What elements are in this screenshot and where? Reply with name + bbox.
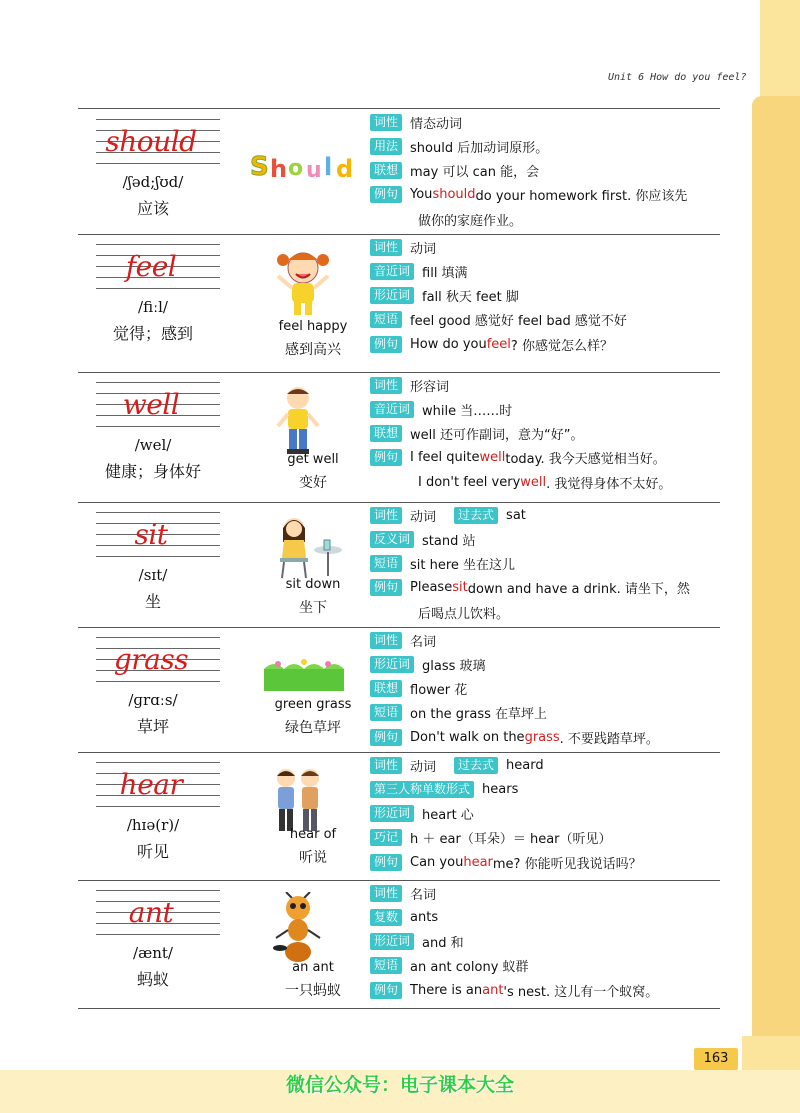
example-text: How do you (410, 336, 487, 352)
note-tag: 词性 (370, 239, 402, 256)
vocab-word: sit (134, 518, 168, 551)
svg-text:l: l (324, 153, 333, 181)
example-text: I feel quite (410, 450, 480, 466)
note-row (370, 528, 475, 550)
ruling-line (96, 890, 220, 891)
note-text: 形容词 (410, 379, 450, 395)
note-text: ants (410, 909, 439, 925)
note-tag: 词性 (370, 757, 402, 774)
note-tag: 第三人称单数形式 (370, 781, 474, 798)
chinese-meaning: 觉得；感到 (112, 324, 193, 343)
note-row (370, 754, 544, 776)
note-row (370, 285, 519, 307)
watermark: 微信公众号：电子课本大全 (285, 1074, 514, 1096)
note-row (370, 726, 659, 748)
vocab-entry-hear (78, 752, 720, 881)
note-tag: 短语 (370, 704, 402, 721)
note-text: 名词 (410, 634, 437, 650)
chinese-meaning: 听见 (136, 842, 169, 861)
note-text: while 当……时 (422, 403, 513, 419)
picture-caption-en: get well (287, 452, 339, 467)
svg-text:h: h (270, 155, 288, 183)
note-tag: 反义词 (370, 531, 414, 548)
note-text: may 可以 can 能，会 (410, 165, 540, 181)
note-text: 动词 (410, 241, 437, 257)
note-row (370, 955, 529, 977)
example-text: I don't feel very (418, 474, 521, 490)
picture-caption-en: feel happy (278, 319, 348, 334)
note-tag: 复数 (370, 909, 402, 926)
note-row (370, 601, 509, 623)
note-row (370, 447, 666, 469)
ruling-line (96, 163, 220, 164)
note-row (370, 423, 583, 445)
note-tag: 词性 (370, 885, 402, 902)
note-text: fall 秋天 feet 脚 (422, 290, 519, 306)
note-text: 名词 (410, 887, 437, 903)
example-text: today. 我今天感觉相当好。 (505, 452, 666, 468)
note-row (370, 236, 436, 258)
ruling-line (96, 556, 220, 557)
note-row (370, 577, 690, 599)
note-tag: 形近词 (370, 805, 414, 822)
note-row (370, 333, 613, 355)
phonetic: /wel/ (134, 436, 172, 454)
note-row (370, 471, 671, 493)
example-text: down and have a drink. 请坐下，然 (467, 582, 690, 598)
ruling-line (96, 426, 220, 427)
writing-lines (96, 512, 220, 558)
highlighted-word: should (432, 187, 476, 203)
note-text: glass 玻璃 (422, 658, 486, 674)
highlighted-word: feel (486, 336, 511, 352)
picture-caption-zh: 变好 (299, 475, 327, 491)
note-tag: 形近词 (370, 933, 414, 950)
highlighted-word: hear (463, 854, 493, 870)
note-text: 做你的家庭作业。 (418, 213, 523, 229)
note-tag: 联想 (370, 425, 402, 442)
picture-caption-en: sit down (285, 577, 341, 592)
writing-lines (96, 637, 220, 683)
note-row (370, 803, 474, 825)
note-row (370, 374, 449, 396)
note-text: heart 心 (422, 808, 474, 824)
highlighted-word: ant (482, 982, 504, 998)
colorful-letters-should-icon (248, 145, 368, 185)
girl-sitting-icon (268, 514, 348, 582)
ruling-line (96, 382, 220, 383)
svg-text:o: o (288, 156, 304, 181)
ruling-line (96, 244, 220, 245)
note-text: well 还可作副词，意为“好”。 (410, 428, 584, 444)
note-row (370, 678, 467, 700)
note-text: stand 站 (422, 533, 476, 549)
vocab-word: well (122, 388, 180, 421)
note-text: 情态动词 (410, 116, 463, 132)
note-text: sit here 坐在这儿 (410, 558, 516, 574)
note-row (370, 979, 658, 1001)
cartoon-ant-icon (268, 892, 328, 964)
note-tag: 例句 (370, 579, 402, 596)
note-tag: 词性 (370, 632, 402, 649)
phonetic: /ænt/ (133, 944, 173, 962)
note-tag: 例句 (370, 854, 402, 871)
note-text: should 后加动词原形。 (410, 140, 549, 156)
note-tag: 用法 (370, 138, 402, 155)
note-text: h ＋ ear（耳朵）＝ hear（听见） (410, 832, 612, 848)
vocab-entry-should (78, 109, 720, 235)
chinese-meaning: 坐 (144, 592, 161, 611)
picture-caption-zh: 坐下 (299, 600, 327, 616)
ruling-line (96, 637, 220, 638)
vocab-entry-well (78, 372, 720, 503)
phonetic: /ʃəd;ʃʊd/ (122, 173, 184, 191)
note-row (370, 309, 627, 331)
note-row (370, 260, 468, 282)
healthy-boy-icon (268, 384, 328, 456)
phonetic: /fiːl/ (138, 298, 168, 316)
page-number: 163 (694, 1048, 738, 1070)
note-row (370, 504, 526, 526)
vocab-word: should (105, 125, 197, 158)
example-text: 's nest. 这儿有一个蚁窝。 (503, 984, 659, 1000)
note-row (370, 931, 464, 953)
note-row (370, 882, 436, 904)
svg-text:u: u (306, 158, 322, 183)
note-text: 动词 (410, 759, 437, 775)
note-row (370, 135, 548, 157)
vocab-entry-ant (78, 880, 720, 1009)
note-tag: 例句 (370, 729, 402, 746)
note-row (370, 851, 642, 873)
picture-caption-en: green grass (274, 697, 352, 712)
note-tag: 例句 (370, 449, 402, 466)
writing-lines (96, 119, 220, 165)
example-text: . 我觉得身体不太好。 (546, 476, 672, 492)
note-tag: 例句 (370, 336, 402, 353)
phonetic: /hɪə(r)/ (126, 816, 180, 834)
example-text: There is an (410, 982, 483, 998)
note-text: fill 填满 (422, 265, 468, 281)
note-row (370, 553, 515, 575)
picture-caption-en: an ant (292, 960, 334, 975)
note-tag: 词性 (370, 114, 402, 131)
ruling-line (96, 934, 220, 935)
ruling-line (96, 681, 220, 682)
vocab-word: feel (125, 250, 177, 283)
highlighted-word: grass (524, 729, 560, 745)
picture-caption-zh: 绿色草坪 (285, 720, 341, 736)
highlighted-word: sit (452, 580, 468, 596)
note-row (370, 111, 462, 133)
vocab-entry-grass (78, 627, 720, 753)
svg-text:d: d (336, 155, 354, 183)
note-tag: 过去式 (454, 507, 498, 524)
page-edge-decoration (752, 96, 800, 1113)
phonetic: /ɡrɑːs/ (128, 691, 178, 709)
chinese-meaning: 应该 (136, 199, 169, 218)
note-tag: 例句 (370, 982, 402, 999)
note-row (370, 906, 438, 928)
note-text: 后喝点儿饮料。 (418, 606, 510, 622)
example-text: me? 你能听见我说话吗？ (492, 856, 642, 872)
example-text: ? 你感觉怎么样？ (510, 338, 613, 354)
picture-caption-zh: 一只蚂蚁 (285, 983, 341, 999)
note-tag: 过去式 (454, 757, 498, 774)
chinese-meaning: 草坪 (136, 717, 169, 736)
note-row (370, 827, 612, 849)
svg-text:S: S (250, 152, 269, 182)
note-text: flower 花 (410, 683, 468, 699)
vocab-word: grass (113, 643, 189, 676)
two-boys-talking-icon (268, 766, 328, 836)
writing-lines (96, 382, 220, 428)
picture-caption-en: hear of (289, 827, 337, 842)
note-tag: 短语 (370, 555, 402, 572)
note-text: heard (506, 757, 544, 773)
example-text: Can you (410, 854, 464, 870)
example-text: You (410, 187, 433, 203)
note-tag: 词性 (370, 507, 402, 524)
note-row (370, 208, 522, 230)
note-text: an ant colony 蚁群 (410, 960, 529, 976)
highlighted-word: well (479, 450, 506, 466)
ruling-line (96, 288, 220, 289)
note-row (370, 160, 539, 182)
note-tag: 音近词 (370, 263, 414, 280)
ruling-line (96, 119, 220, 120)
note-tag: 短语 (370, 311, 402, 328)
writing-lines (96, 762, 220, 808)
example-text: Please (410, 580, 453, 596)
note-tag: 词性 (370, 377, 402, 394)
happy-girl-icon (268, 246, 338, 318)
note-tag: 巧记 (370, 829, 402, 846)
vocab-entry-feel (78, 234, 720, 373)
note-tag: 音近词 (370, 401, 414, 418)
note-row (370, 398, 512, 420)
note-text: and 和 (422, 936, 464, 952)
picture-caption-zh: 听说 (299, 850, 327, 866)
ruling-line (96, 762, 220, 763)
note-row (370, 629, 436, 651)
vocab-entry-sit (78, 502, 720, 628)
ruling-line (96, 806, 220, 807)
note-text: hears (482, 781, 519, 797)
vocab-word: hear (119, 768, 183, 801)
note-tag: 形近词 (370, 287, 414, 304)
note-text: 动词 (410, 509, 437, 525)
running-header: Unit 6 How do you feel? (608, 72, 747, 83)
example-text: Don't walk on the (410, 729, 525, 745)
note-row (370, 653, 486, 675)
chinese-meaning: 健康；身体好 (104, 462, 201, 481)
note-text: sat (506, 507, 526, 523)
phonetic: /sɪt/ (138, 566, 168, 584)
example-text: . 不要践踏草坪。 (559, 731, 659, 747)
picture-caption-zh: 感到高兴 (285, 342, 341, 358)
vocab-word: ant (128, 896, 174, 929)
writing-lines (96, 244, 220, 290)
note-row (370, 184, 687, 206)
green-grass-icon (264, 655, 344, 691)
ruling-line (96, 512, 220, 513)
note-tag: 短语 (370, 957, 402, 974)
note-row (370, 702, 547, 724)
highlighted-word: well (520, 474, 547, 490)
note-tag: 联想 (370, 680, 402, 697)
note-tag: 联想 (370, 162, 402, 179)
note-row (370, 778, 518, 800)
chinese-meaning: 蚂蚁 (136, 970, 169, 989)
writing-lines (96, 890, 220, 936)
note-tag: 形近词 (370, 656, 414, 673)
note-text: feel good 感觉好 feel bad 感觉不好 (410, 314, 627, 330)
note-tag: 例句 (370, 186, 402, 203)
note-text: on the grass 在草坪上 (410, 707, 548, 723)
example-text: do your homework first. 你应该先 (475, 189, 688, 205)
